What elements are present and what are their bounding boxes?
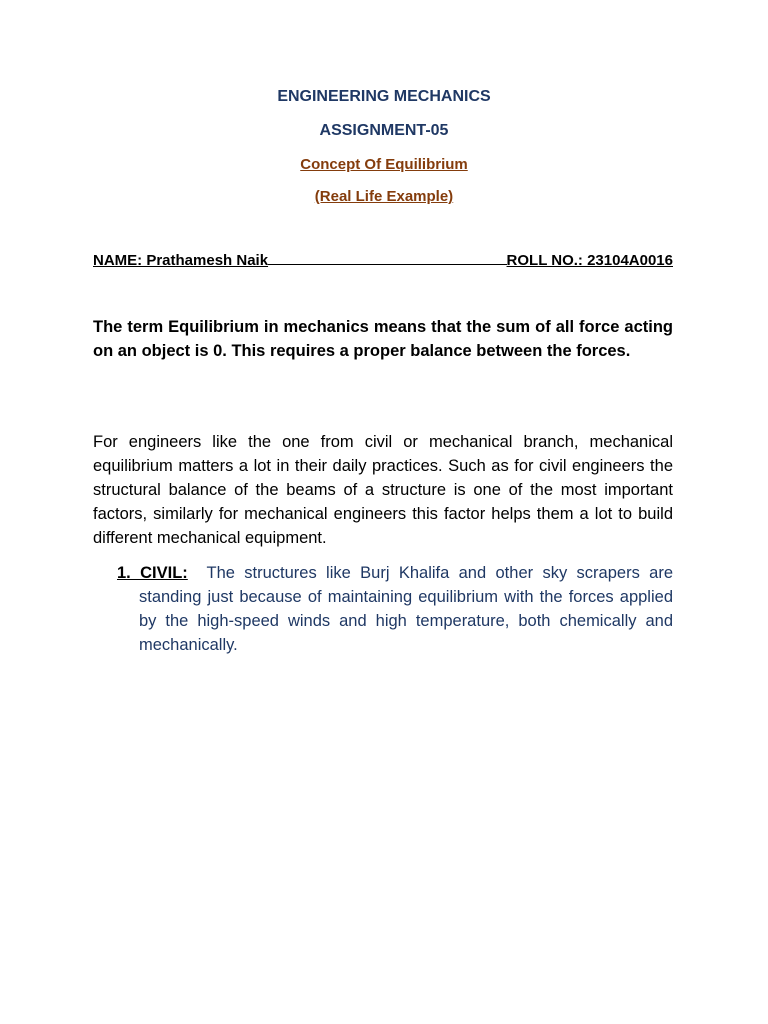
assignment-number: ASSIGNMENT-05 (319, 122, 449, 139)
list-item-marker: 1. CIVIL: (117, 564, 188, 582)
student-name: NAME: Prathamesh Naik (93, 252, 269, 269)
list-item-content (117, 561, 673, 657)
list-item-text: The structures like Burj Khalifa and other sky scrapers are standing just because of maintaining equilibrium with the forces applied by the high-speed winds and high temperature, both chemically and mechanically. (139, 564, 674, 654)
roll-number: ROLL NO.: 23104A0016 (506, 252, 673, 269)
intro-paragraph: For engineers like the one from civil or mechanical branch, mechanical equilibrium matters a lot in their daily practices. Such as for civil engineers the structural balance of the beams of a structure is one of the most important factors, similarly for mechanical engineers this factor helps them a lot to build different mechanical equipment. (93, 433, 673, 547)
document-title: ENGINEERING MECHANICS (277, 88, 491, 105)
topic-heading: Concept Of Equilibrium (300, 156, 468, 173)
definition-paragraph: The term Equilibrium in mechanics means that the sum of all force acting on an object is 0. This requires a proper balance between the forces. (93, 318, 673, 360)
subtopic-heading: (Real Life Example) (314, 188, 454, 205)
list-item (117, 561, 673, 657)
student-info-row (93, 252, 673, 269)
name-underline-fill (268, 264, 506, 265)
